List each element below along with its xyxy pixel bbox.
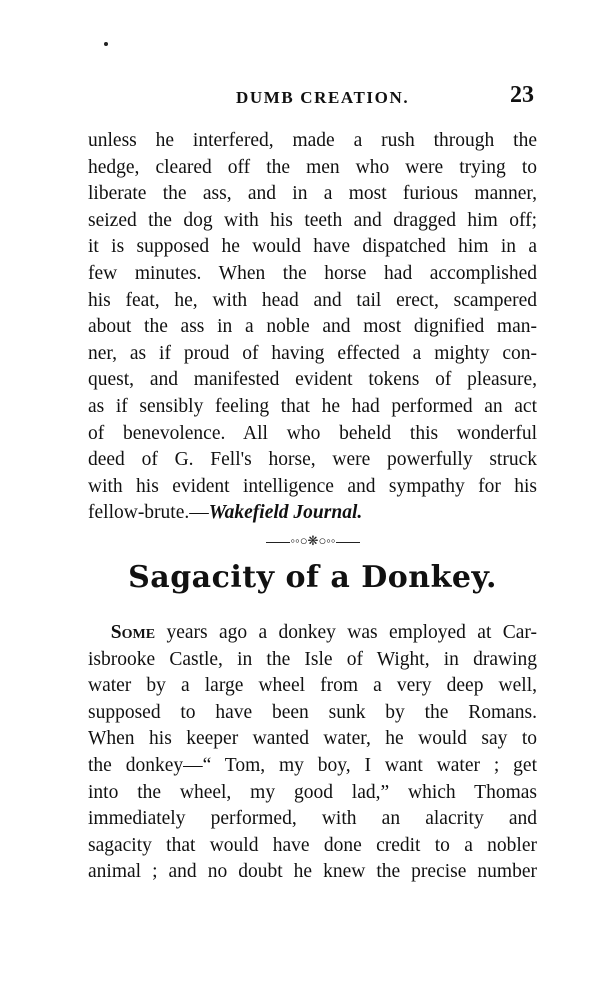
text-line: supposed to have been sunk by the Romans. (88, 701, 537, 723)
text-line: sagacity that would have done credit to a nobler (88, 834, 537, 856)
text-line: few minutes. When the horse had accomplished (88, 262, 537, 284)
text-line: hedge, cleared off the men who were trying to (88, 156, 537, 178)
text-line: ner, as if proud of having effected a mighty con- (88, 342, 537, 364)
text-line: into the wheel, my good lad,” which Thomas (88, 781, 537, 803)
ornament-rule-left (266, 542, 290, 543)
lead-word: Some (110, 622, 156, 643)
ink-speck (104, 42, 108, 46)
text-line: isbrooke Castle, in the Isle of Wight, in drawing (88, 648, 537, 670)
text-line: water by a large wheel from a very deep well, (88, 675, 537, 697)
text-line: his feat, he, with head and tail erect, scampered (88, 289, 537, 311)
first-line-rest: years ago a donkey was employed at Car- (155, 622, 537, 643)
text-line: of benevolence. All who beheld this wonderful (88, 422, 537, 444)
text-line: animal ; and no doubt he knew the precise number (88, 861, 537, 883)
text-line-first (88, 620, 537, 647)
paragraph-horse-story (88, 128, 537, 527)
running-head: DUMB CREATION. (236, 88, 410, 107)
page-number: 23 (510, 82, 534, 108)
text-line: When his keeper wanted water, he would say to (88, 728, 537, 750)
text-line: with his evident intelligence and sympathy for his (88, 475, 537, 497)
text-line: immediately performed, with an alacrity and (88, 808, 537, 830)
text-line: as if sensibly feeling that he had performed an act (88, 395, 537, 417)
text-line: quest, and manifested evident tokens of pleasure, (88, 369, 537, 391)
text-line: the donkey—“ Tom, my boy, I want water ; get (88, 754, 537, 776)
text-line: about the ass in a noble and most dignified man- (88, 316, 537, 338)
text-line: seized the dog with his teeth and dragged him off; (88, 209, 537, 231)
text-line: unless he interfered, made a rush through the (88, 130, 537, 151)
text-line: liberate the ass, and in a most furious manner, (88, 183, 537, 205)
ornament-glyphs: ◦◦○❋○◦◦ (290, 533, 336, 548)
section-ornament (258, 533, 368, 547)
ornament-rule-right (336, 542, 360, 543)
text-line-start: fellow-brute.— (88, 502, 209, 524)
source-citation: Wakefield Journal. (208, 502, 363, 524)
page-header (88, 82, 534, 112)
text-line: it is supposed he would have dispatched him in a (88, 236, 537, 258)
section-title: Sagacity of a Donkey. (128, 560, 497, 595)
paragraph-donkey-story (88, 620, 537, 886)
text-line-final (88, 500, 537, 527)
text-line: deed of G. Fell's horse, were powerfully struck (88, 449, 537, 471)
